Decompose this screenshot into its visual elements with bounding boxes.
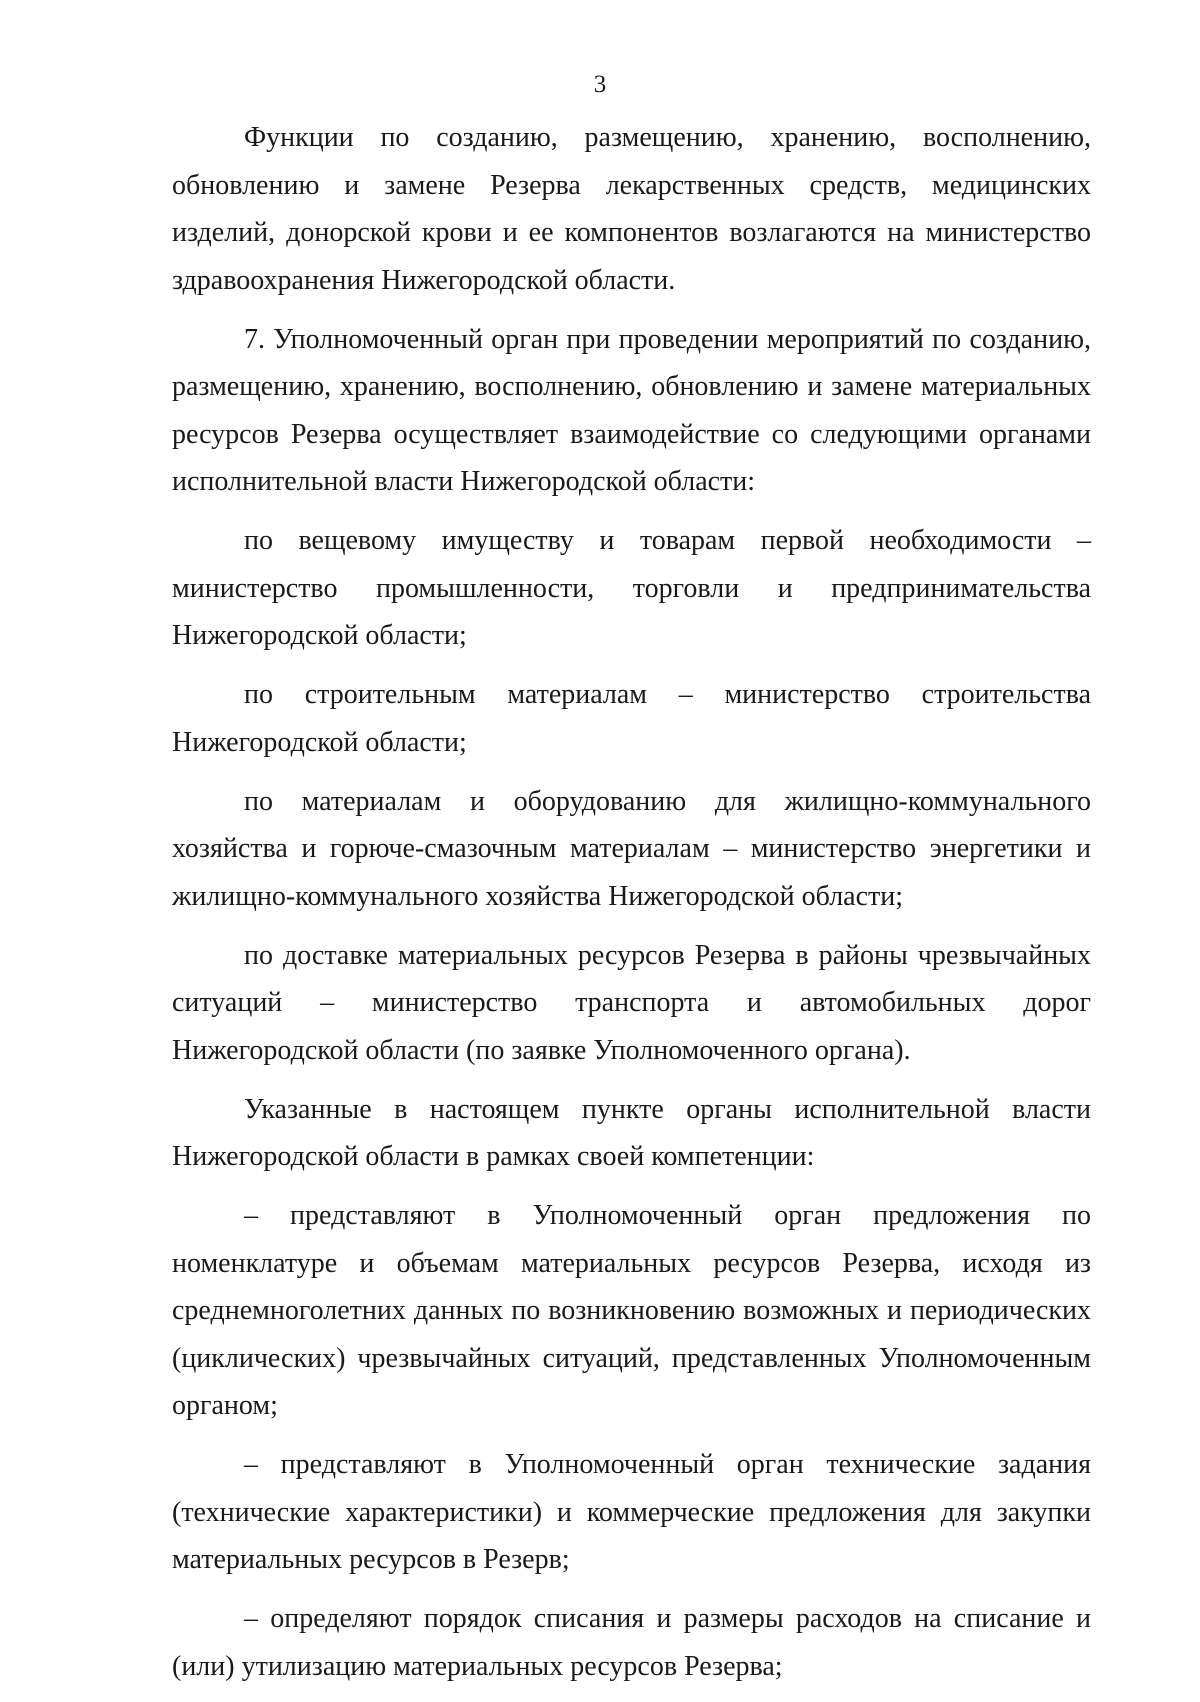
paragraph-clothing-goods: по вещевому имуществу и товарам первой необходимости – министерство промышленности, торговли и предпринимательства Нижегородской области; bbox=[172, 525, 1091, 651]
paragraph-utilities-fuel: по материалам и оборудованию для жилищно-коммунального хозяйства и горюче-смазочным материалам – министерство энергетики и жилищно-коммунального хозяйства Нижегородской области; bbox=[172, 785, 1091, 912]
paragraph-delivery: по доставке материальных ресурсов Резерва в районы чрезвычайных ситуаций – министерство транспорта и автомобильных дорог Нижегородской области (по заявке Уполномоченного органа). bbox=[172, 939, 1091, 1066]
paragraph-list-technical-specs: – представляют в Уполномоченный орган технические задания (технические характеристики) и коммерческие предложения для закупки материальных ресурсов в Резерв; bbox=[172, 1449, 1091, 1575]
page-number: 3 bbox=[593, 71, 607, 98]
paragraph-building-materials: по строительным материалам – министерство строительства Нижегородской области; bbox=[172, 679, 1091, 758]
paragraph-list-write-off: – определяют порядок списания и размеры расходов на списание и (или) утилизацию материальных ресурсов Резерва; bbox=[172, 1603, 1091, 1682]
paragraph-list-proposals: – представляют в Уполномоченный орган предложения по номенклатуре и объемам материальных ресурсов Резерва, исходя из среднемноголетних данных по возникновению возможных и периодических (циклических) чрезвычайных ситуаций, представленных Уполномоченным органом; bbox=[172, 1200, 1091, 1421]
document-body bbox=[172, 114, 1091, 1702]
paragraph-item-7: 7. Уполномоченный орган при проведении мероприятий по созданию, размещению, хранению, восполнению, обновлению и замене материальных ресурсов Резерва осуществляет взаимодействие со следующими органами исполнительной власти Нижегородской области: bbox=[172, 323, 1091, 497]
paragraph-bodies-competence: Указанные в настоящем пункте органы исполнительной власти Нижегородской области в рамках своей компетенции: bbox=[172, 1093, 1091, 1172]
paragraph-medical-reserve: Функции по созданию, размещению, хранению, восполнению, обновлению и замене Резерва лекарственных средств, медицинских изделий, донорской крови и ее компонентов возлагаются на министерство здравоохранения Нижегородской области. bbox=[172, 122, 1091, 296]
